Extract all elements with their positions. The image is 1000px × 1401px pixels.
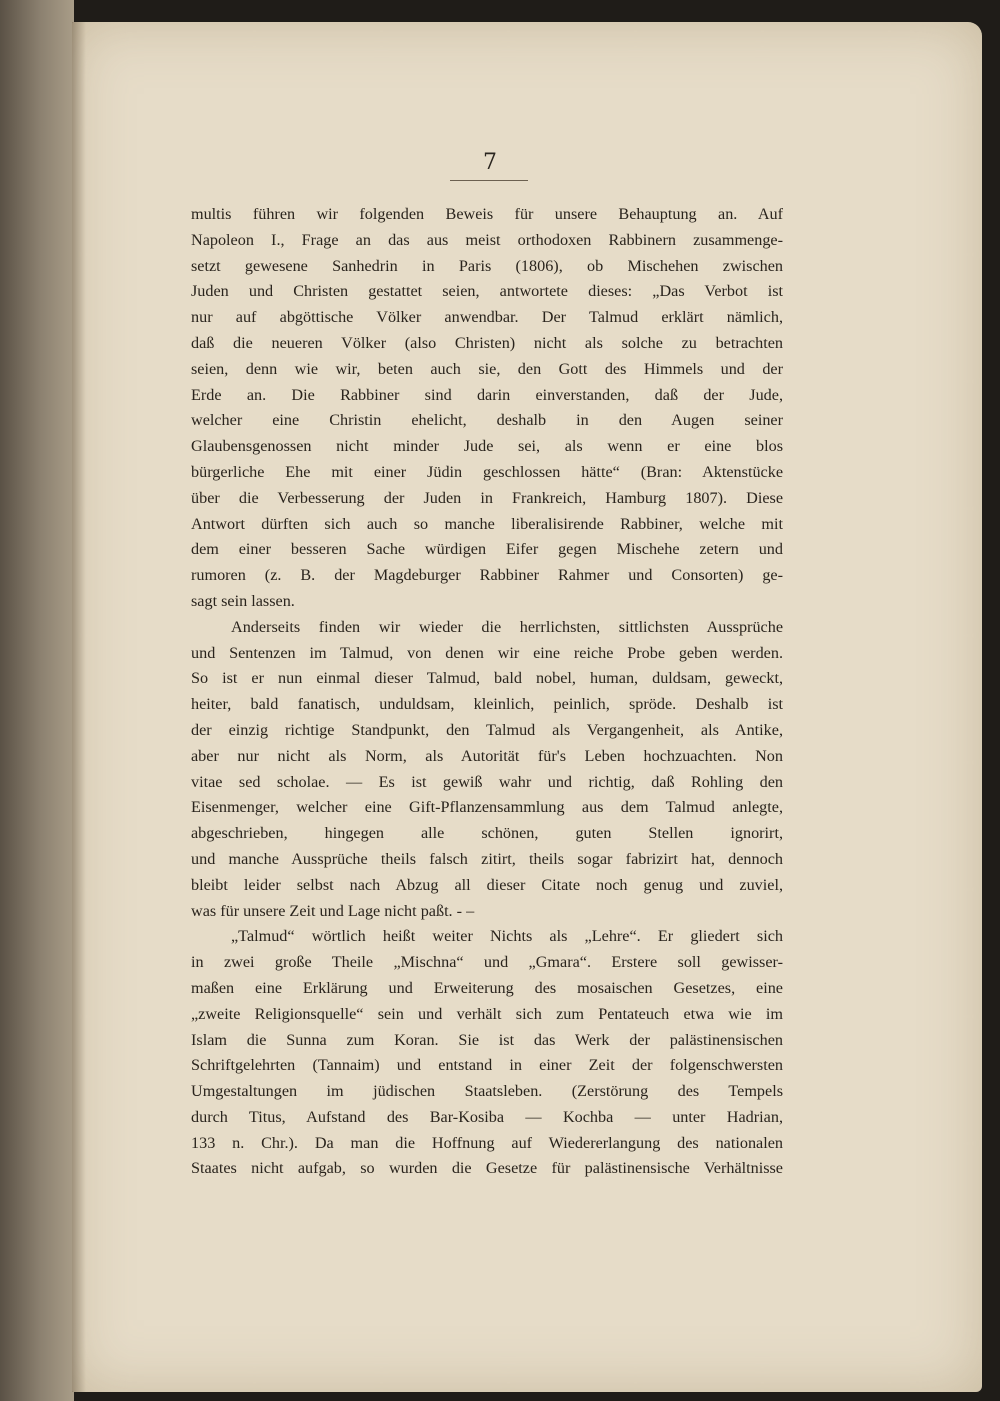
text-line: sagt sein lassen.: [191, 591, 295, 610]
text-line: Anderseits finden wir wieder die herrlichsten, sittlichsten Aussprüche: [231, 617, 783, 636]
text-line: So ist er nun einmal dieser Talmud, bald nobel, human, duldsam, geweckt,: [191, 669, 783, 688]
text-line: setzt gewesene Sanhedrin in Paris (1806), ob Mischehen zwischen: [191, 256, 783, 275]
body-text: [191, 202, 783, 1182]
text-line: bürgerliche Ehe mit einer Jüdin geschlossen hätte“ (Bran: Aktenstücke: [191, 462, 783, 481]
text-line: und Sentenzen im Talmud, von denen wir eine reiche Probe geben werden.: [191, 643, 783, 662]
text-line: heiter, bald fanatisch, unduldsam, kleinlich, peinlich, spröde. Deshalb ist: [191, 695, 783, 714]
text-line: Eisenmenger, welcher eine Gift-Pflanzensammlung aus dem Talmud anlegte,: [191, 798, 783, 817]
text-line: Umgestaltungen im jüdischen Staatsleben. (Zerstörung des Tempels: [191, 1082, 783, 1101]
text-line: Juden und Christen gestattet seien, antwortete dieses: „Das Verbot ist: [191, 282, 783, 301]
text-line: Erde an. Die Rabbiner sind darin einverstanden, daß der Jude,: [191, 385, 783, 404]
text-line: in zwei große Theile „Mischna“ und „Gmara“. Erstere soll gewisser-: [191, 953, 783, 972]
page-number: 7: [483, 150, 497, 175]
text-line: seien, denn wie wir, beten auch sie, den Gott des Himmels und der: [191, 359, 783, 378]
text-line: Antwort dürften sich auch so manche liberalisirende Rabbiner, welche mit: [191, 514, 783, 533]
text-line: dem einer besseren Sache würdigen Eifer gegen Mischehe zetern und: [191, 540, 783, 559]
text-line: was für unsere Zeit und Lage nicht paßt. - –: [191, 901, 475, 920]
page-number-rule: [450, 180, 528, 181]
text-line: nur auf abgöttische Völker anwendbar. Der Talmud erklärt nämlich,: [191, 308, 783, 327]
text-line: Staates nicht aufgab, so wurden die Gesetze für palästinensische Verhältnisse: [191, 1159, 783, 1178]
text-line: daß die neueren Völker (also Christen) nicht als solche zu betrachten: [191, 333, 783, 352]
text-line: 133 n. Chr.). Da man die Hoffnung auf Wiedererlangung des nationalen: [191, 1133, 783, 1152]
text-line: aber nur nicht als Norm, als Autorität für's Leben hochzuachten. Non: [191, 746, 783, 765]
page-gutter-shadow: [72, 22, 86, 1392]
text-line: der einzig richtige Standpunkt, den Talmud als Vergangenheit, als Antike,: [191, 720, 783, 739]
facing-page-edge: [0, 0, 74, 1401]
text-line: Glaubensgenossen nicht minder Jude sei, als wenn er eine blos: [191, 437, 783, 456]
text-line: „Talmud“ wörtlich heißt weiter Nichts als „Lehre“. Er gliedert sich: [231, 927, 783, 946]
text-line: durch Titus, Aufstand des Bar-Kosiba — Kochba — unter Hadrian,: [191, 1107, 783, 1126]
text-line: über die Verbesserung der Juden in Frankreich, Hamburg 1807). Diese: [191, 488, 783, 507]
text-line: abgeschrieben, hingegen alle schönen, guten Stellen ignorirt,: [191, 824, 783, 843]
text-line: maßen eine Erklärung und Erweiterung des mosaischen Gesetzes, eine: [191, 978, 783, 997]
text-line: bleibt leider selbst nach Abzug all dieser Citate noch genug und zuviel,: [191, 875, 783, 894]
text-line: Schriftgelehrten (Tannaim) und entstand in einer Zeit der folgenschwersten: [191, 1056, 783, 1075]
text-line: vitae sed scholae. — Es ist gewiß wahr und richtig, daß Rohling den: [191, 772, 783, 791]
text-line: welcher eine Christin ehelicht, deshalb in den Augen seiner: [191, 411, 783, 430]
text-line: rumoren (z. B. der Magdeburger Rabbiner Rahmer und Consorten) ge-: [191, 566, 783, 585]
text-line: Napoleon I., Frage an das aus meist orthodoxen Rabbinern zusammenge-: [191, 230, 783, 249]
text-line: „zweite Religionsquelle“ sein und verhält sich zum Pentateuch etwa wie im: [191, 1004, 783, 1023]
text-line: multis führen wir folgenden Beweis für unsere Behauptung an. Auf: [191, 205, 783, 223]
text-line: Islam die Sunna zum Koran. Sie ist das Werk der palästinensischen: [191, 1030, 783, 1049]
text-line: und manche Aussprüche theils falsch zitirt, theils sogar fabrizirt hat, dennoch: [191, 849, 783, 868]
